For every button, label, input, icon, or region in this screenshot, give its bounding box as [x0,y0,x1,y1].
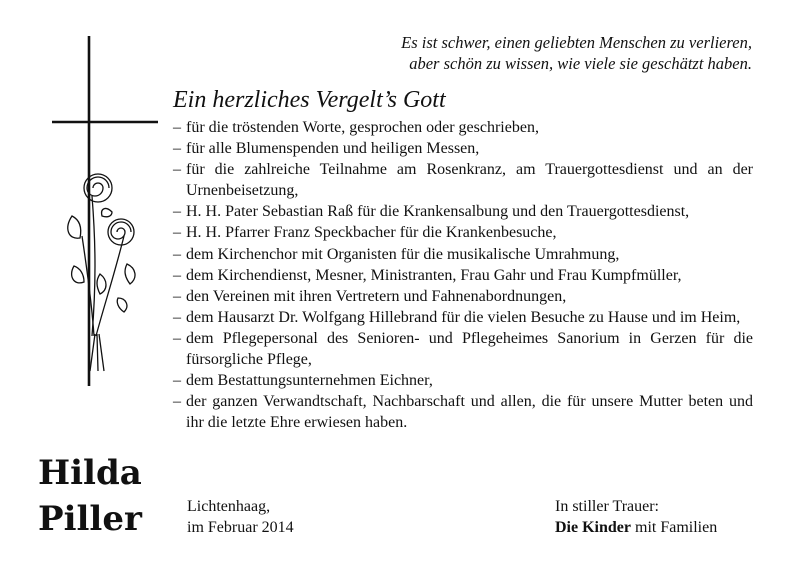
list-item: – dem Bestattungsunternehmen Eichner, [173,370,753,391]
mourners-intro: In stiller Trauer: [555,498,659,515]
list-item: – für alle Blumenspenden und heiligen Messen, [173,138,753,159]
place-and-date [187,496,294,538]
motto-line-1: Es ist schwer, einen geliebten Menschen zu verlieren, [401,33,752,52]
motto-line-2: aber schön zu wissen, wie viele sie geschätzt haben. [409,54,752,73]
mourners-bold: Die Kinder [555,519,631,536]
last-name: Piller [38,499,142,539]
first-name: Hilda [38,453,142,493]
motto-quote [292,32,752,74]
deceased-name [38,450,142,542]
list-item: – dem Kirchendienst, Mesner, Ministranten, Frau Gahr und Frau Kumpfmüller, [173,265,753,286]
town: Lichtenhaag, [187,498,271,515]
date: im Februar 2014 [187,519,294,536]
list-item: – dem Kirchenchor mit Organisten für die musikalische Umrahmung, [173,244,753,265]
list-item: – der ganzen Verwandtschaft, Nachbarschaft und allen, die für unsere Mutter beten und ihr die letzte Ehre erwiesen haben. [173,391,753,433]
list-item: – dem Hausarzt Dr. Wolfgang Hillebrand für die vielen Besuche zu Hause und im Heim, [173,307,753,328]
cross-with-roses-icon [52,36,162,386]
mourners [555,496,717,538]
mourners-line [555,517,717,538]
list-item: – H. H. Pater Sebastian Raß für die Krankensalbung und den Trauergottesdienst, [173,201,753,222]
list-item: – den Vereinen mit ihren Vertretern und Fahnenabordnungen, [173,286,753,307]
thanks-list [173,117,753,433]
thanks-heading: Ein herzliches Vergelt’s Gott [173,87,446,113]
list-item: – H. H. Pfarrer Franz Speckbacher für die Krankenbesuche, [173,222,753,243]
list-item: – für die zahlreiche Teilnahme am Rosenkranz, am Trauergottesdienst und an der Urnenbeisetzung, [173,159,753,201]
list-item: – dem Pflegepersonal des Senioren- und Pflegeheimes Sanorium in Gerzen für die fürsorgliche Pflege, [173,328,753,370]
list-item: – für die tröstenden Worte, gesprochen oder geschrieben, [173,117,753,138]
mourners-rest: mit Familien [631,519,718,536]
